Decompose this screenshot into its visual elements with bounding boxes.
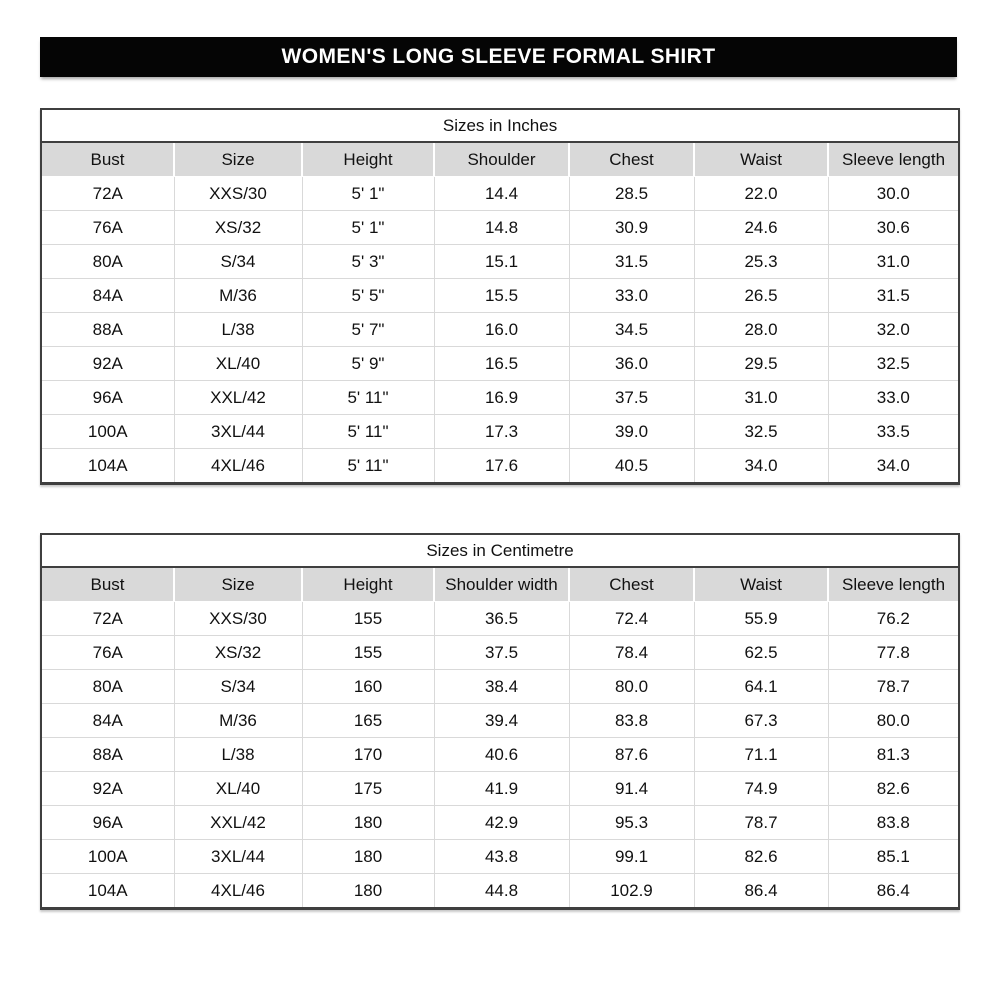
table-cell: 29.5 — [694, 347, 828, 381]
table-cell: XL/40 — [174, 772, 302, 806]
table-cell: 62.5 — [694, 636, 828, 670]
table-cell: 43.8 — [434, 840, 569, 874]
table-cell: 39.0 — [569, 415, 694, 449]
table-row — [41, 704, 959, 738]
table-cell: 170 — [302, 738, 434, 772]
table-cell: XL/40 — [174, 347, 302, 381]
table-row — [41, 840, 959, 874]
table-cell: 80.0 — [569, 670, 694, 704]
table-cell: 5' 11" — [302, 415, 434, 449]
table-row — [41, 772, 959, 806]
table-row — [41, 636, 959, 670]
table-row — [41, 177, 959, 211]
column-header: Sleeve length — [828, 142, 959, 177]
table-cell: 91.4 — [569, 772, 694, 806]
column-header-row — [41, 142, 959, 177]
table-row — [41, 874, 959, 909]
table-cell: 100A — [41, 840, 174, 874]
table-row — [41, 347, 959, 381]
table-cell: 82.6 — [828, 772, 959, 806]
table-cell: 34.5 — [569, 313, 694, 347]
table-cell: 78.7 — [828, 670, 959, 704]
column-header: Waist — [694, 567, 828, 602]
table-cell: 71.1 — [694, 738, 828, 772]
table-body — [41, 602, 959, 909]
table-cell: 76.2 — [828, 602, 959, 636]
table-cell: 80A — [41, 245, 174, 279]
table-cell: 22.0 — [694, 177, 828, 211]
table-cell: 5' 11" — [302, 381, 434, 415]
table-cell: 36.0 — [569, 347, 694, 381]
table-row — [41, 211, 959, 245]
table-row — [41, 245, 959, 279]
table-row — [41, 602, 959, 636]
table-cell: 72.4 — [569, 602, 694, 636]
table-cell: 4XL/46 — [174, 449, 302, 484]
table-cell: 55.9 — [694, 602, 828, 636]
column-header: Chest — [569, 567, 694, 602]
table-cell: XXS/30 — [174, 177, 302, 211]
table-cell: 96A — [41, 806, 174, 840]
table-cell: 5' 3" — [302, 245, 434, 279]
table-cell: 72A — [41, 602, 174, 636]
table-cell: 44.8 — [434, 874, 569, 909]
table-cell: 15.5 — [434, 279, 569, 313]
table-cell: 32.5 — [694, 415, 828, 449]
table-cell: 85.1 — [828, 840, 959, 874]
sizes-in-inches-table — [40, 108, 960, 485]
table-cell: 78.4 — [569, 636, 694, 670]
table-cell: 34.0 — [694, 449, 828, 484]
table-row — [41, 313, 959, 347]
table-cell: 100A — [41, 415, 174, 449]
column-header: Size — [174, 142, 302, 177]
table-cell: 3XL/44 — [174, 840, 302, 874]
table-cell: 28.5 — [569, 177, 694, 211]
table-cell: 30.0 — [828, 177, 959, 211]
table-cell: 40.6 — [434, 738, 569, 772]
column-header: Chest — [569, 142, 694, 177]
table-cell: 37.5 — [569, 381, 694, 415]
table-cell: 92A — [41, 772, 174, 806]
table-cell: 83.8 — [569, 704, 694, 738]
table-cell: 87.6 — [569, 738, 694, 772]
table-body — [41, 177, 959, 484]
table-cell: 180 — [302, 840, 434, 874]
column-header: Height — [302, 142, 434, 177]
table-cell: 180 — [302, 806, 434, 840]
table-cell: 77.8 — [828, 636, 959, 670]
table-cell: 82.6 — [694, 840, 828, 874]
table-cell: 33.5 — [828, 415, 959, 449]
table-cell: 14.8 — [434, 211, 569, 245]
table-cell: 31.5 — [828, 279, 959, 313]
table-cell: 155 — [302, 636, 434, 670]
table-cell: 80.0 — [828, 704, 959, 738]
column-header: Height — [302, 567, 434, 602]
table-cell: L/38 — [174, 313, 302, 347]
table-cell: 37.5 — [434, 636, 569, 670]
table-cell: 26.5 — [694, 279, 828, 313]
table-cell: 74.9 — [694, 772, 828, 806]
page-title-banner — [40, 37, 957, 77]
table-cell: 104A — [41, 874, 174, 909]
table-cell: 5' 1" — [302, 177, 434, 211]
table-cell: 25.3 — [694, 245, 828, 279]
table-cell: M/36 — [174, 704, 302, 738]
table-cell: XS/32 — [174, 211, 302, 245]
table-cell: 78.7 — [694, 806, 828, 840]
table-cell: 83.8 — [828, 806, 959, 840]
table-cell: 165 — [302, 704, 434, 738]
table-cell: 84A — [41, 279, 174, 313]
sizes-in-centimetre-table — [40, 533, 960, 910]
table-title: Sizes in Inches — [41, 109, 959, 142]
table-cell: 102.9 — [569, 874, 694, 909]
table-cell: 31.0 — [828, 245, 959, 279]
table-title: Sizes in Centimetre — [41, 534, 959, 567]
table-cell: 64.1 — [694, 670, 828, 704]
table-cell: 5' 11" — [302, 449, 434, 484]
table-cell: 31.0 — [694, 381, 828, 415]
table-cell: 38.4 — [434, 670, 569, 704]
table-cell: 95.3 — [569, 806, 694, 840]
table-row — [41, 806, 959, 840]
table-cell: 34.0 — [828, 449, 959, 484]
table-cell: XXS/30 — [174, 602, 302, 636]
table-cell: 80A — [41, 670, 174, 704]
table-cell: 180 — [302, 874, 434, 909]
table-cell: 67.3 — [694, 704, 828, 738]
table-cell: XXL/42 — [174, 806, 302, 840]
table-cell: 72A — [41, 177, 174, 211]
table-cell: 36.5 — [434, 602, 569, 636]
column-header: Waist — [694, 142, 828, 177]
table-cell: 5' 1" — [302, 211, 434, 245]
column-header: Shoulder — [434, 142, 569, 177]
table-cell: 5' 9" — [302, 347, 434, 381]
table-cell: 15.1 — [434, 245, 569, 279]
table-cell: 39.4 — [434, 704, 569, 738]
table-cell: 28.0 — [694, 313, 828, 347]
table-cell: 5' 7" — [302, 313, 434, 347]
table-cell: 104A — [41, 449, 174, 484]
column-header: Size — [174, 567, 302, 602]
table-cell: 76A — [41, 211, 174, 245]
table-cell: 32.5 — [828, 347, 959, 381]
table-cell: 16.5 — [434, 347, 569, 381]
table-row — [41, 738, 959, 772]
table-cell: 17.3 — [434, 415, 569, 449]
table-cell: 86.4 — [828, 874, 959, 909]
table-title-row — [41, 109, 959, 142]
column-header: Sleeve length — [828, 567, 959, 602]
table-cell: 16.9 — [434, 381, 569, 415]
table-cell: 33.0 — [828, 381, 959, 415]
table-cell: XXL/42 — [174, 381, 302, 415]
table-cell: 99.1 — [569, 840, 694, 874]
column-header: Bust — [41, 567, 174, 602]
table-cell: 86.4 — [694, 874, 828, 909]
table-cell: 96A — [41, 381, 174, 415]
table-cell: 24.6 — [694, 211, 828, 245]
table-cell: 31.5 — [569, 245, 694, 279]
table-cell: 40.5 — [569, 449, 694, 484]
table-cell: 4XL/46 — [174, 874, 302, 909]
table-cell: 33.0 — [569, 279, 694, 313]
column-header: Shoulder width — [434, 567, 569, 602]
table-row — [41, 449, 959, 484]
table-row — [41, 279, 959, 313]
table-cell: 14.4 — [434, 177, 569, 211]
table-row — [41, 670, 959, 704]
table-cell: XS/32 — [174, 636, 302, 670]
page-title: WOMEN'S LONG SLEEVE FORMAL SHIRT — [281, 45, 716, 68]
table-row — [41, 415, 959, 449]
table-cell: 30.9 — [569, 211, 694, 245]
table-cell: 3XL/44 — [174, 415, 302, 449]
table-cell: 5' 5" — [302, 279, 434, 313]
table-cell: 84A — [41, 704, 174, 738]
table-cell: S/34 — [174, 245, 302, 279]
table-cell: 88A — [41, 313, 174, 347]
table-cell: 92A — [41, 347, 174, 381]
table-cell: 42.9 — [434, 806, 569, 840]
table-cell: 88A — [41, 738, 174, 772]
table-cell: M/36 — [174, 279, 302, 313]
table-cell: 32.0 — [828, 313, 959, 347]
table-cell: 17.6 — [434, 449, 569, 484]
table-title-row — [41, 534, 959, 567]
table-row — [41, 381, 959, 415]
table-cell: 30.6 — [828, 211, 959, 245]
table-cell: L/38 — [174, 738, 302, 772]
table-cell: 41.9 — [434, 772, 569, 806]
column-header-row — [41, 567, 959, 602]
table-cell: 81.3 — [828, 738, 959, 772]
table-cell: 160 — [302, 670, 434, 704]
table-cell: 175 — [302, 772, 434, 806]
table-cell: 76A — [41, 636, 174, 670]
table-cell: S/34 — [174, 670, 302, 704]
table-cell: 155 — [302, 602, 434, 636]
table-cell: 16.0 — [434, 313, 569, 347]
column-header: Bust — [41, 142, 174, 177]
